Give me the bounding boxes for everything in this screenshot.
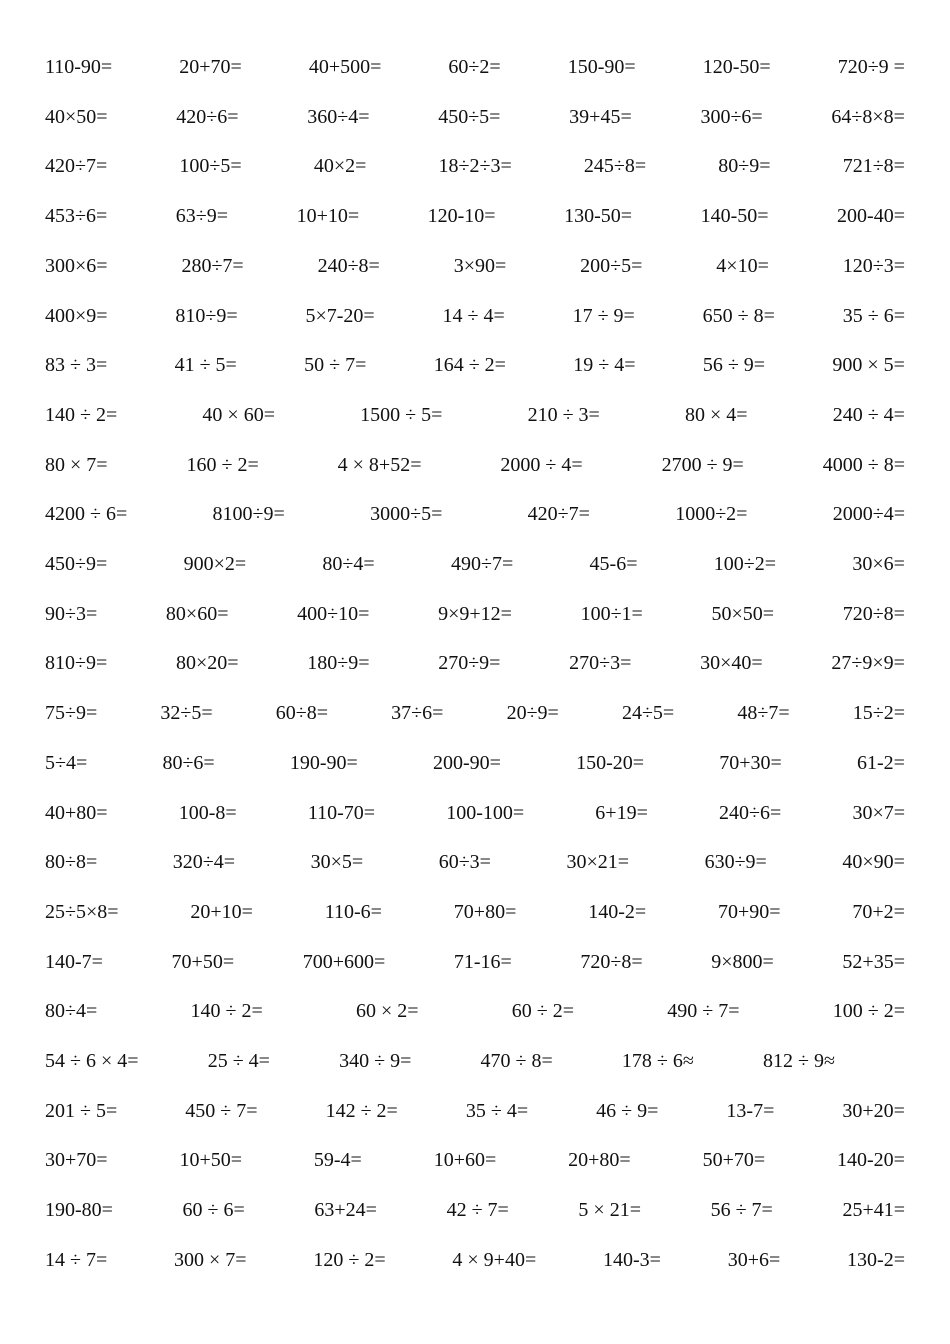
math-problem: 10+60= [433, 1149, 497, 1172]
math-problem: 60÷2= [448, 56, 501, 78]
math-problem: 100-100= [446, 801, 525, 824]
math-problem: 180÷9= [307, 652, 370, 675]
math-problem: 200-90= [433, 751, 501, 774]
math-problem: 720÷8= [580, 950, 643, 973]
math-problem: 420÷7= [527, 503, 590, 526]
math-problem: 64÷8×8= [831, 105, 905, 128]
math-problem: 5 × 21= [578, 1199, 641, 1222]
math-problem: 240÷6= [719, 801, 782, 824]
math-problem: 450÷9= [45, 553, 108, 575]
math-problem: 63÷9= [175, 205, 229, 228]
math-problem: 900 × 5= [832, 354, 905, 377]
math-problem: 650 ÷ 8= [702, 304, 775, 327]
math-problem: 27÷9×9= [831, 652, 905, 675]
math-problem: 60 ÷ 6= [182, 1199, 245, 1222]
math-problem: 100÷1= [580, 602, 643, 625]
math-problem: 142 ÷ 2= [325, 1099, 398, 1122]
math-problem: 100÷5= [179, 155, 242, 178]
math-problem: 2700 ÷ 9= [661, 453, 744, 476]
math-problem: 1000÷2= [675, 503, 748, 526]
math-problem: 30×5= [310, 851, 364, 874]
math-problem: 42 ÷ 7= [446, 1199, 509, 1222]
math-problem: 2000÷4= [832, 503, 905, 526]
math-problem: 61-2= [856, 751, 905, 774]
math-problem: 60 × 2= [355, 1000, 419, 1023]
math-problem: 60÷8= [275, 702, 329, 725]
math-problem: 210 ÷ 3= [527, 403, 600, 426]
math-problem: 140-20= [837, 1149, 905, 1172]
math-problem: 40×2= [313, 155, 367, 178]
problem-row [45, 151, 905, 181]
math-problem: 700+600= [302, 950, 386, 973]
math-problem: 50 ÷ 7= [304, 354, 367, 377]
math-problem: 1500 ÷ 5= [360, 403, 443, 426]
math-problem: 20+80= [568, 1149, 631, 1172]
math-problem: 100-8= [178, 801, 237, 824]
math-problem: 20+10= [190, 900, 253, 923]
math-problem: 25 ÷ 4= [207, 1050, 270, 1072]
math-problem: 5÷4= [45, 751, 88, 774]
math-problem: 201 ÷ 5= [45, 1099, 118, 1122]
math-problem: 164 ÷ 2= [433, 354, 506, 377]
math-problem: 18÷2÷3= [438, 155, 512, 178]
math-problem: 54 ÷ 6 × 4= [45, 1050, 139, 1072]
math-problem: 453÷6= [45, 205, 108, 228]
problem-row [45, 748, 905, 778]
problem-row [45, 251, 905, 281]
math-problem: 150-90= [567, 56, 636, 78]
math-problem: 470 ÷ 8= [480, 1050, 553, 1072]
problem-row [45, 698, 905, 728]
problem-row [45, 947, 905, 977]
math-problem: 17 ÷ 9= [572, 304, 635, 327]
math-problem: 140 ÷ 2= [45, 403, 118, 426]
math-problem: 39+45= [569, 105, 632, 128]
math-problem: 80×60= [165, 602, 229, 625]
math-problem: 24÷5= [621, 702, 675, 725]
math-problem: 120-10= [427, 205, 496, 228]
math-problem: 30×6= [852, 553, 905, 575]
math-problem: 8100÷9= [212, 503, 285, 526]
problem-row [45, 499, 905, 529]
problem-row [45, 1046, 835, 1076]
math-problem: 70+80= [453, 900, 517, 923]
math-problem: 80÷4= [322, 553, 375, 575]
math-problem: 140-7= [45, 950, 103, 973]
problem-row [45, 599, 905, 629]
math-problem: 19 ÷ 4= [573, 354, 636, 377]
problem-row [45, 400, 905, 430]
math-problem: 900×2= [183, 553, 247, 575]
math-problem: 200÷5= [580, 254, 643, 277]
math-problem: 120-50= [702, 56, 771, 78]
math-problem: 6+19= [595, 801, 648, 824]
math-problem: 4×10= [716, 254, 769, 277]
math-problem: 35 ÷ 4= [465, 1099, 529, 1122]
math-problem: 60 ÷ 2= [511, 1000, 575, 1023]
math-problem: 300 × 7= [174, 1248, 247, 1271]
math-problem: 70+30= [719, 751, 782, 774]
math-problem: 140-2= [588, 900, 647, 923]
math-problem: 120 ÷ 2= [313, 1248, 386, 1271]
math-problem: 270÷3= [569, 652, 632, 675]
problem-row [45, 450, 905, 480]
math-problem: 25+41= [842, 1199, 905, 1222]
problem-row [45, 1096, 905, 1126]
math-problem: 120÷3= [842, 254, 905, 277]
math-problem: 812 ÷ 9≈ [763, 1050, 835, 1072]
math-problem: 150-20= [576, 751, 645, 774]
problem-row [45, 201, 905, 231]
math-problem: 40×50= [45, 105, 108, 128]
math-problem: 400÷10= [297, 602, 370, 625]
math-problem: 56 ÷ 7= [710, 1199, 773, 1222]
math-problem: 3000÷5= [370, 503, 443, 526]
math-problem: 240÷8= [317, 254, 380, 277]
math-problem: 41 ÷ 5= [174, 354, 237, 377]
math-problem: 5×7-20= [305, 304, 375, 327]
math-problem: 9×800= [711, 950, 774, 973]
problem-row [45, 1245, 905, 1275]
math-problem: 15÷2= [852, 702, 905, 725]
math-problem: 140-3= [603, 1248, 661, 1271]
math-problem: 420÷7= [45, 155, 108, 178]
problem-row [45, 52, 905, 82]
math-problem: 240 ÷ 4= [832, 403, 905, 426]
problem-row [45, 350, 905, 380]
math-problem: 30+6= [727, 1248, 781, 1271]
math-problem: 20÷9= [506, 702, 559, 725]
math-problem: 178 ÷ 6≈ [621, 1050, 694, 1072]
math-problem: 80÷6= [162, 751, 215, 774]
math-problem: 46 ÷ 9= [596, 1099, 659, 1122]
problem-row [45, 798, 905, 828]
math-problem: 9×9+12= [438, 602, 512, 625]
problem-row [45, 301, 905, 331]
math-problem: 190-90= [289, 751, 358, 774]
math-problem: 50+70= [702, 1149, 766, 1172]
math-problem: 52+35= [842, 950, 905, 973]
math-problem: 35 ÷ 6= [842, 304, 905, 327]
math-problem: 70+2= [852, 900, 905, 923]
math-problem: 10+10= [296, 205, 360, 228]
math-problem: 30×7= [852, 801, 905, 824]
math-problem: 245÷8= [583, 155, 647, 178]
math-problem: 490÷7= [450, 553, 514, 575]
math-problem: 110-90= [45, 56, 113, 78]
math-problem: 90÷3= [45, 602, 98, 625]
math-problem: 80×20= [175, 652, 239, 675]
math-problem: 420÷6= [176, 105, 239, 128]
math-problem: 80÷4= [45, 1000, 98, 1023]
math-problem: 60÷3= [438, 851, 491, 874]
math-problem: 32÷5= [160, 702, 213, 725]
math-problem: 63+24= [314, 1199, 377, 1222]
math-problem: 4000 ÷ 8= [822, 453, 905, 476]
math-problem: 2000 ÷ 4= [500, 453, 583, 476]
math-problem: 450 ÷ 7= [185, 1099, 258, 1122]
math-problem: 200-40= [837, 205, 905, 228]
math-problem: 75÷9= [45, 702, 98, 725]
math-problem: 721÷8= [842, 155, 905, 178]
math-problem: 40 × 60= [202, 403, 275, 426]
math-problem: 4 × 8+52= [337, 453, 422, 476]
math-problem: 110-70= [307, 801, 376, 824]
math-problem: 83 ÷ 3= [45, 354, 108, 377]
problem-row [45, 1195, 905, 1225]
math-problem: 630÷9= [704, 851, 767, 874]
math-problem: 100÷2= [713, 553, 777, 575]
math-problem: 48÷7= [737, 702, 790, 725]
math-problem: 30×40= [700, 652, 763, 675]
math-problem: 30+70= [45, 1149, 108, 1172]
math-problem: 130-2= [847, 1248, 905, 1271]
math-problem: 810÷9= [175, 304, 238, 327]
math-problem: 110-6= [324, 900, 382, 923]
math-problem: 80÷8= [45, 851, 98, 874]
math-problem: 45-6= [589, 553, 638, 575]
math-problem: 70+90= [717, 900, 781, 923]
math-problem: 30×21= [566, 851, 630, 874]
math-problem: 4 × 9+40= [452, 1248, 537, 1271]
problem-row [45, 549, 905, 579]
math-problem: 37÷6= [391, 702, 444, 725]
problem-row [45, 1145, 905, 1175]
math-problem: 190-80= [45, 1199, 113, 1222]
math-problem: 80 × 4= [684, 403, 748, 426]
math-problem: 14 ÷ 4= [442, 304, 505, 327]
math-problem: 80 × 7= [45, 453, 108, 476]
math-problem: 160 ÷ 2= [186, 453, 259, 476]
math-problem: 340 ÷ 9= [339, 1050, 412, 1072]
problem-row [45, 102, 905, 132]
problem-row [45, 847, 905, 877]
math-problem: 20+70= [179, 56, 242, 78]
math-problem: 3×90= [453, 254, 507, 277]
math-problem: 720÷8= [842, 602, 905, 625]
math-problem: 450÷5= [438, 105, 501, 128]
math-problem: 71-16= [453, 950, 512, 973]
math-problem: 50×50= [711, 602, 775, 625]
math-problem: 13-7= [726, 1099, 775, 1122]
math-problem: 40×90= [842, 851, 905, 874]
math-problem: 14 ÷ 7= [45, 1248, 108, 1271]
problem-row [45, 897, 905, 927]
math-problem: 320÷4= [172, 851, 236, 874]
math-problem: 130-50= [564, 205, 633, 228]
math-problem: 25÷5×8= [45, 900, 119, 923]
math-problem: 100 ÷ 2= [832, 1000, 905, 1023]
math-problem: 80÷9= [718, 155, 771, 178]
math-problem: 70+50= [171, 950, 235, 973]
problem-row [45, 996, 905, 1026]
math-problem: 140-50= [700, 205, 769, 228]
math-problem: 270÷9= [438, 652, 501, 675]
math-problem: 59-4= [313, 1149, 362, 1172]
math-problem: 280÷7= [181, 254, 244, 277]
math-problem: 56 ÷ 9= [702, 354, 766, 377]
math-problem: 4200 ÷ 6= [45, 503, 128, 526]
math-problem: 140 ÷ 2= [190, 1000, 263, 1023]
math-problem: 40+500= [308, 56, 382, 78]
math-problem: 300×6= [45, 254, 108, 277]
math-problem: 360÷4= [307, 105, 370, 128]
math-problem: 400×9= [45, 304, 108, 327]
math-problem: 490 ÷ 7= [667, 1000, 740, 1023]
problem-row [45, 648, 905, 678]
math-problem: 40+80= [45, 801, 108, 824]
math-problem: 30+20= [842, 1099, 905, 1122]
math-problem: 10+50= [179, 1149, 242, 1172]
math-problem: 810÷9= [45, 652, 108, 675]
math-problem: 300÷6= [700, 105, 763, 128]
math-problem: 720÷9 = [837, 56, 905, 78]
